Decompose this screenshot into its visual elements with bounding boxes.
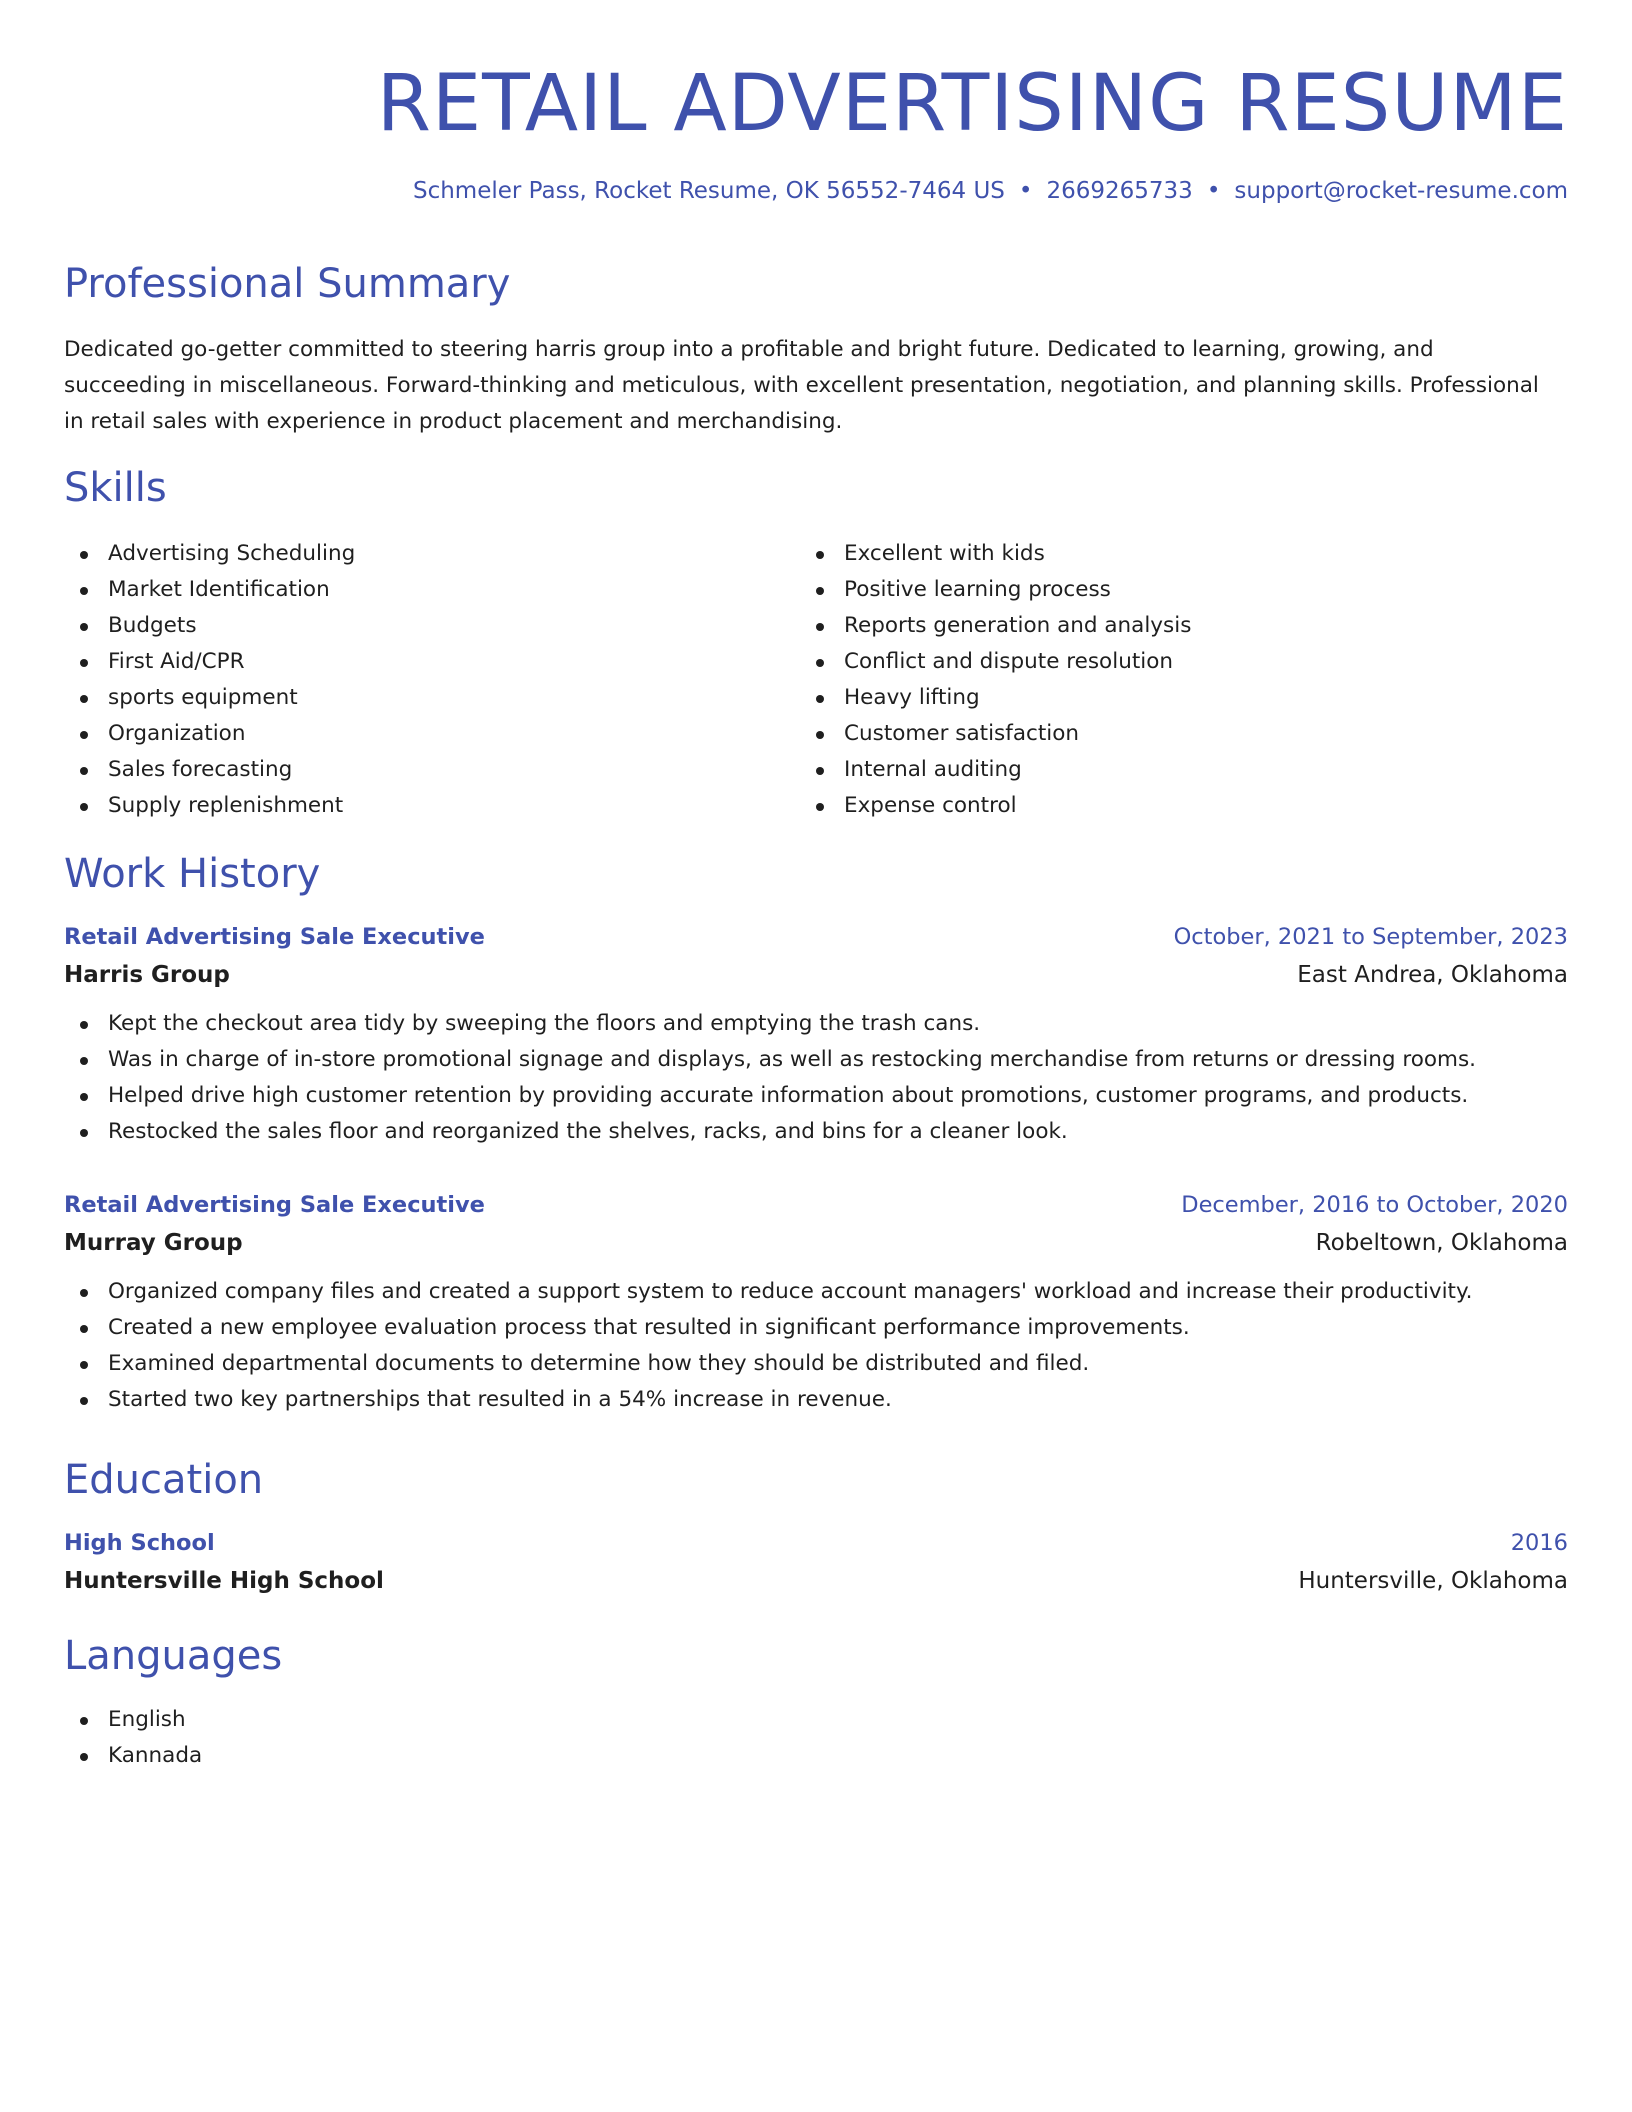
job-subheader <box>64 1224 1568 1262</box>
contact-line <box>413 176 1568 206</box>
education-location: Huntersville, Oklahoma <box>1298 1568 1568 1594</box>
list-item: Expense control <box>800 788 1191 824</box>
job-dates: October, 2021 to September, 2023 <box>1173 924 1568 950</box>
contact-separator: • <box>1206 178 1221 204</box>
education-entry <box>64 1524 1568 1600</box>
job-title: Retail Advertising Sale Executive <box>64 924 485 950</box>
summary-text: Dedicated go-getter committed to steering harris group into a profitable and bright future. Dedicated to learning, growing, and succeeding in miscellaneous. Forward-thinking and meticulous, with excellent presentation, negotiation, and planning skills. Professional in retail sales with experience in product placement and merchandising. <box>64 337 1539 434</box>
list-item: English <box>64 1702 202 1738</box>
languages-list <box>64 1702 202 1774</box>
list-item: Conflict and dispute resolution <box>800 644 1191 680</box>
list-item: Examined departmental documents to determine how they should be distributed and filed. <box>64 1346 1568 1382</box>
list-item: Organized company files and created a support system to reduce account managers' workload and increase their productivity. <box>64 1274 1568 1310</box>
list-item: Started two key partnerships that resulted in a 54% increase in revenue. <box>64 1382 1568 1418</box>
education-school: Huntersville High School <box>64 1568 384 1594</box>
education-heading: Education <box>64 1457 264 1503</box>
skills-heading: Skills <box>64 465 167 511</box>
job-title: Retail Advertising Sale Executive <box>64 1192 485 1218</box>
list-item: sports equipment <box>64 680 355 716</box>
education-header <box>64 1524 1568 1562</box>
job-duties <box>64 1274 1568 1418</box>
list-item: Was in charge of in-store promotional signage and displays, as well as restocking merchandise from returns or dressing rooms. <box>64 1042 1568 1078</box>
job-location: East Andrea, Oklahoma <box>1297 962 1568 988</box>
job-dates: December, 2016 to October, 2020 <box>1181 1192 1568 1218</box>
list-item: Kannada <box>64 1738 202 1774</box>
list-item: Reports generation and analysis <box>800 608 1191 644</box>
summary-heading: Professional Summary <box>64 261 511 307</box>
education-year: 2016 <box>1510 1530 1568 1556</box>
list-item: Internal auditing <box>800 752 1191 788</box>
job-duties <box>64 1006 1568 1150</box>
list-item: Sales forecasting <box>64 752 355 788</box>
job-company: Harris Group <box>64 962 230 988</box>
list-item: Created a new employee evaluation process that resulted in significant performance improvements. <box>64 1310 1568 1346</box>
job-location: Robeltown, Oklahoma <box>1315 1230 1568 1256</box>
list-item: Budgets <box>64 608 355 644</box>
education-subheader <box>64 1562 1568 1600</box>
job-entry <box>64 1186 1568 1418</box>
languages-heading: Languages <box>64 1633 283 1679</box>
job-header <box>64 918 1568 956</box>
list-item: First Aid/CPR <box>64 644 355 680</box>
job-header <box>64 1186 1568 1224</box>
list-item: Supply replenishment <box>64 788 355 824</box>
job-subheader <box>64 956 1568 994</box>
job-company: Murray Group <box>64 1230 243 1256</box>
work-history-heading: Work History <box>64 851 321 897</box>
list-item: Restocked the sales floor and reorganized the shelves, racks, and bins for a cleaner look. <box>64 1114 1568 1150</box>
contact-address: Schmeler Pass, Rocket Resume, OK 56552-7464 US <box>412 178 1005 204</box>
skills-list-left <box>64 536 355 824</box>
contact-separator: • <box>1018 178 1033 204</box>
list-item: Positive learning process <box>800 572 1191 608</box>
list-item: Market Identification <box>64 572 355 608</box>
contact-phone: 2669265733 <box>1046 178 1193 204</box>
education-degree: High School <box>64 1530 215 1556</box>
resume-title: RETAIL ADVERTISING RESUME <box>376 59 1568 149</box>
list-item: Kept the checkout area tidy by sweeping the floors and emptying the trash cans. <box>64 1006 1568 1042</box>
skills-list-right <box>800 536 1191 824</box>
list-item: Advertising Scheduling <box>64 536 355 572</box>
contact-email: support@rocket-resume.com <box>1234 178 1568 204</box>
job-entry <box>64 918 1568 1150</box>
list-item: Customer satisfaction <box>800 716 1191 752</box>
list-item: Heavy lifting <box>800 680 1191 716</box>
list-item: Excellent with kids <box>800 536 1191 572</box>
list-item: Helped drive high customer retention by providing accurate information about promotions, customer programs, and products. <box>64 1078 1568 1114</box>
list-item: Organization <box>64 716 355 752</box>
